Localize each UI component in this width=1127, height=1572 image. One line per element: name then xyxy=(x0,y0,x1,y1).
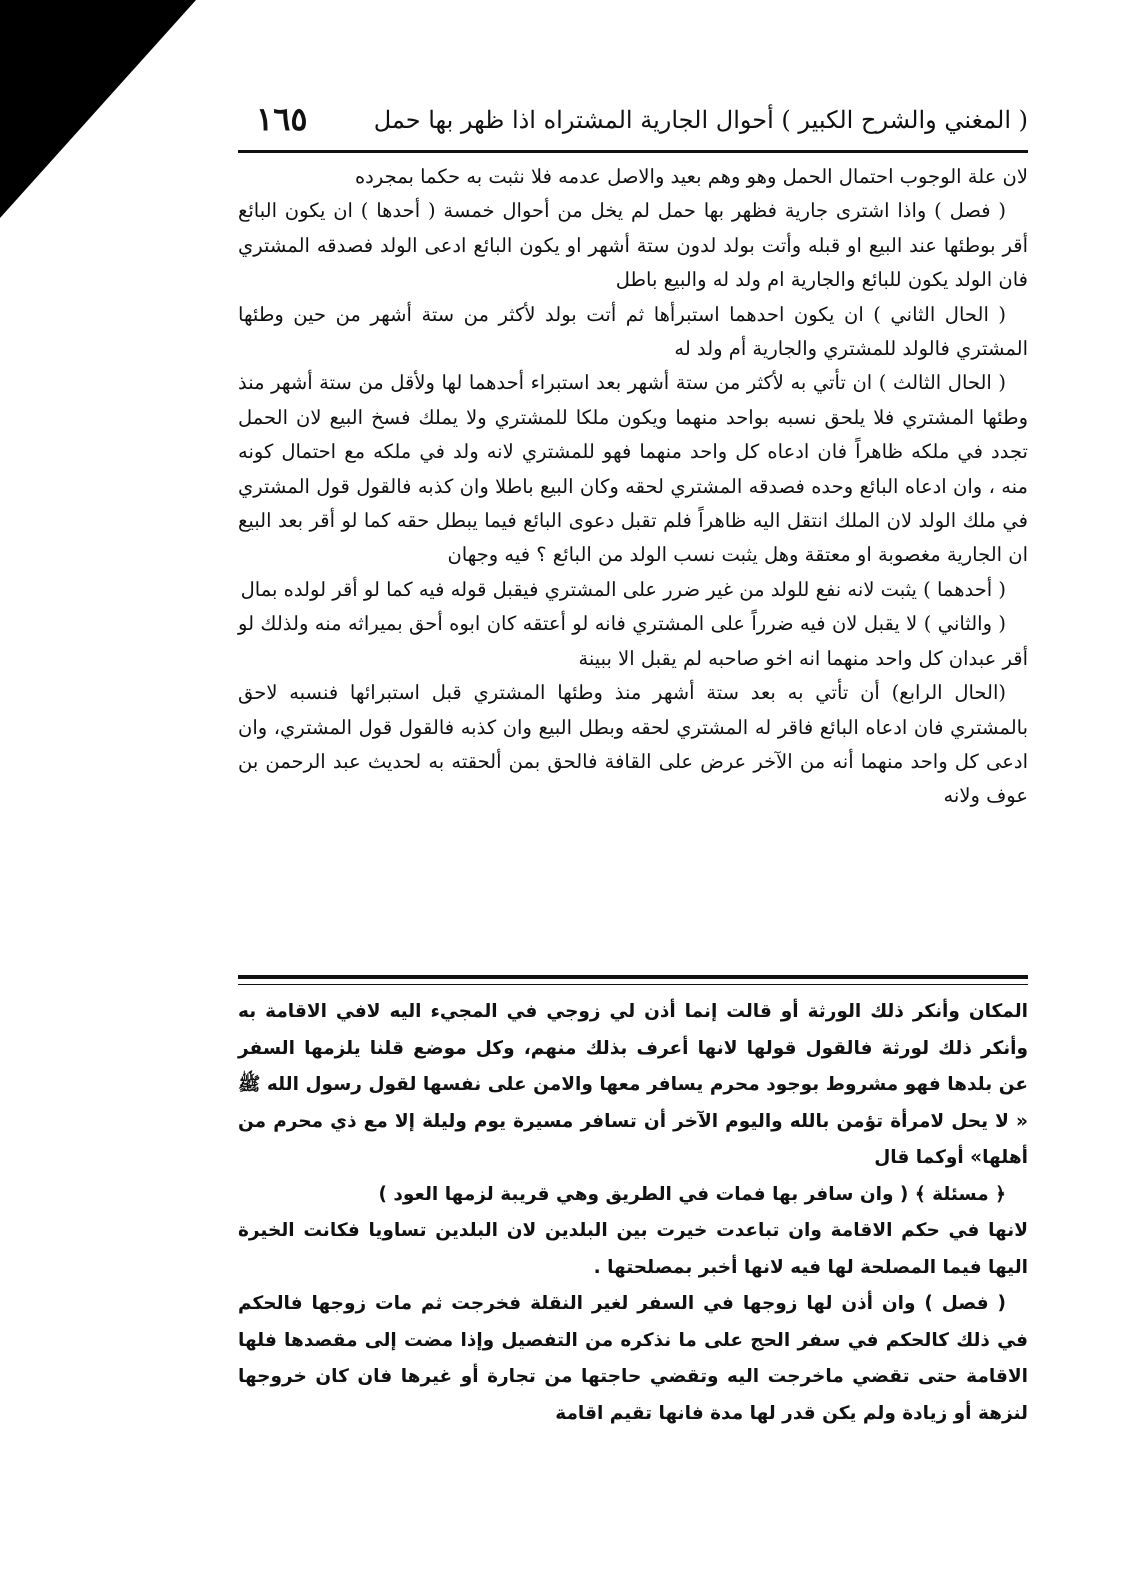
upper-text-block xyxy=(238,160,1028,814)
paragraph: (الحال الرابع) أن تأتي به بعد ستة أشهر منذ وطئها المشتري قبل استبرائها فنسبه لاحق بالمشتري فان ادعاه البائع فاقر له المشتري لحقه وبطل البيع وان كذبه فالقول قول المشتري، وان ادعى كل واحد منهما أنه من الآخر عرض على القافة فالحق بمن ألحقته به لحديث عبد الرحمن بن عوف ولانه xyxy=(238,681,1028,808)
paragraph: ( الحال الثاني ) ان يكون احدهما استبرأها ثم أتت بولد لأكثر من ستة أشهر من حين وطئها المشتري فالولد للمشتري والجارية أم ولد له xyxy=(238,302,1028,361)
scan-corner-shadow xyxy=(0,0,196,218)
lower-text-block xyxy=(238,994,1028,1432)
paragraph: لانها في حكم الاقامة وان تباعدت خيرت بين البلدين لان البلدين تساويا فكانت الخيرة اليها فيما المصلحة لها فيه لانها أخبر بمصلحتها . xyxy=(238,1220,1028,1278)
section-divider xyxy=(238,975,1028,985)
paragraph: ( الحال الثالث ) ان تأتي به لأكثر من ستة أشهر بعد استبراء أحدهما لها ولأقل من ستة أشهر منذ وطئها المشتري فلا يلحق نسبه بواحد منهما ويكون ملكا للمشتري ولا يملك فسخ البيع لان الحمل تجدد في ملكه ظاهراً فان ادعاه كل واحد منهما فهو للمشتري لانه ولد في ملكه مع احتمال كونه منه ، وان ادعاه البائع وحده فصدقه المشتري لحقه وكان البيع باطلا وان كذبه فالقول قول المشتري في ملك الولد لان الملك انتقل اليه ظاهراً فلم تقبل دعوى البائع فيما يبطل حقه كما لو أقر بعد البيع ان الجارية مغصوبة او معتقة وهل يثبت نسب الولد من البائع ؟ فيه وجهان xyxy=(238,371,1028,567)
paragraph: المكان وأنكر ذلك الورثة أو قالت إنما أذن لي زوجي في المجيء اليه لافي الاقامة به وأنكر ذلك لورثة فالقول قولها لانها أعرف بذلك منهم، وكل موضع قلنا يلزمها السفر عن بلدها فهو مشروط بوجود محرم يسافر معها والامن على نفسها لقول رسول الله ﷺ « لا يحل لامرأة تؤمن بالله واليوم الآخر أن تسافر مسيرة يوم وليلة إلا مع ذي محرم من أهلها» أوكما قال xyxy=(238,1001,1028,1168)
divider-thin-rule xyxy=(238,984,1028,985)
divider-thick-rule xyxy=(238,975,1028,979)
header-rule xyxy=(238,150,1028,153)
paragraph: ( فصل ) واذا اشترى جارية فظهر بها حمل لم يخل من أحوال خمسة ( أحدها ) ان يكون البائع أقر بوطئها عند البيع او قبله وأتت بولد لدون ستة أشهر او يكون البائع ادعى الولد فصدقه المشتري فان الولد يكون للبائع والجارية ام ولد له والبيع باطل xyxy=(238,199,1028,292)
masala-heading: ﴿ مسئلة ﴾ ( وان سافر بها فمات في الطريق وهي قريبة لزمها العود ) xyxy=(378,1183,1006,1205)
paragraph: ( والثاني ) لا يقبل لان فيه ضرراً على المشتري فانه لو أعتقه كان ابوه أحق بميراثه منه ولذلك لو أقر عبدان كل واحد منهما انه اخو صاحبه لم يقبل الا ببينة xyxy=(238,612,1028,670)
paragraph: ( أحدهما ) يثبت لانه نفع للولد من غير ضرر على المشتري فيقبل قوله فيه كما لو أقر لولده بمال xyxy=(240,577,1006,601)
page-header xyxy=(238,98,1028,146)
paragraph: ( فصل ) وان أذن لها زوجها في السفر لغير النقلة فخرجت ثم مات زوجها فالحكم في ذلك كالحكم في سفر الحج على ما نذكره من التفصيل وإذا مضت إلى مقصدها فلها الاقامة حتى تقضي ماخرجت اليه وتقضي حاجتها من تجارة أو غيرها فان كان خروجها لنزهة أو زيادة ولم يكن قدر لها مدة فانها تقيم اقامة xyxy=(238,1293,1028,1424)
page-number: ١٦٥ xyxy=(256,100,308,138)
running-head: ( المغني والشرح الكبير ) أحوال الجارية المشتراه اذا ظهر بها حمل xyxy=(373,106,1028,134)
paragraph: لان علة الوجوب احتمال الحمل وهو وهم بعيد والاصل عدمه فلا نثبت به حكما بمجرده xyxy=(354,165,1028,188)
